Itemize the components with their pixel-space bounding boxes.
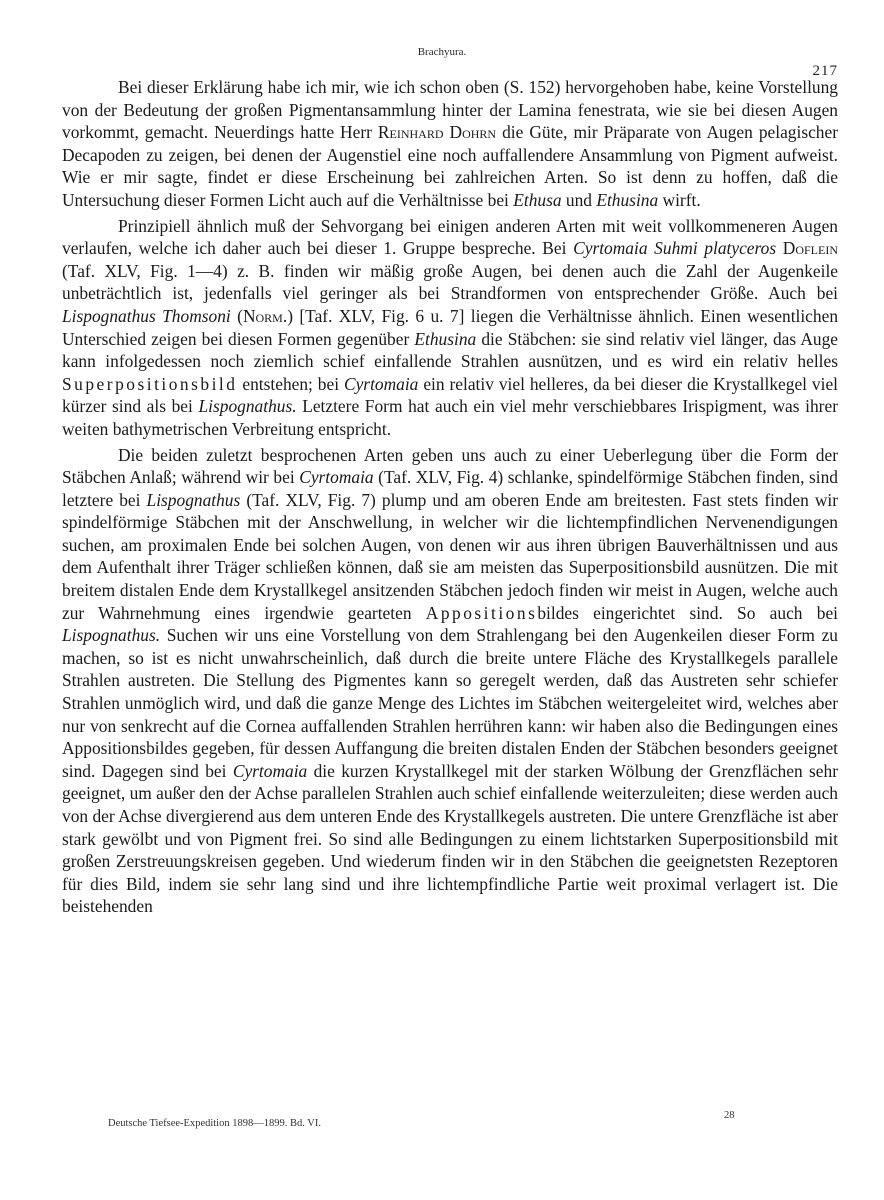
italic-term: Ethusa	[513, 189, 562, 210]
spaced-term: Appositions	[425, 602, 538, 623]
italic-term: Lispognathus	[146, 489, 241, 510]
small-caps-name: Doflein	[782, 238, 838, 259]
spaced-term: Superpositionsbild	[62, 373, 238, 394]
italic-term: Cyrtomaia	[343, 373, 419, 394]
small-caps-name: Norm.	[242, 305, 288, 326]
italic-term: Ethusina	[596, 189, 659, 210]
footer-publication: Deutsche Tiefsee-Expedition 1898—1899. Bd. VI.	[108, 1118, 321, 1129]
footer-signature: 28	[724, 1110, 735, 1121]
small-caps-name: Reinhard Dohrn	[377, 122, 497, 143]
italic-term: Cyrtomaia	[299, 467, 374, 488]
paragraph-1: Bei dieser Erklärung habe ich mir, wie ich schon oben (S. 152) hervorgehoben habe, keine Vorstellung von der Bedeutung der großen Pigmentansammlung hinter der Lamina fenestrata, wie sie bei diesen Augen vorkommt, gemacht. Neuerdings hatte Herr Reinhard Dohrn die Güte, mir Präparate von Augen pelagischer Decapoden zu zeigen, bei denen der Augenstiel eine noch auffallendere Ansammlung von Pigment aufweist. Wie er mir sagte, findet er diese Erscheinung bei zahlreichen Arten. So ist denn zu hoffen, daß die Untersuchung dieser Formen Licht auch auf die Verhältnisse bei Ethusa und Ethusina wirft.	[62, 77, 839, 210]
italic-term: Lispognathus Thomsoni	[62, 305, 231, 326]
paragraph-2: Prinzipiell ähnlich muß der Sehvorgang bei einigen anderen Arten mit weit vollkommeneren Augen verlaufen, welche ich daher auch bei dieser 1. Gruppe bespreche. Bei Cyrtomaia Suhmi platyceros Doflein (Taf. XLV, Fig. 1—4) z. B. finden wir mäßig große Augen, bei denen auch die Zahl der Augenkeile unbeträchtlich ist, jedenfalls viel geringer als bei Strandformen von entsprechender Größe. Auch bei Lispognathus Thomsoni (Norm.) [Taf. XLV, Fig. 6 u. 7] liegen die Verhältnisse ähnlich. Einen wesentlichen Unterschied zeigen bei diesen Formen gegenüber Ethusina die Stäbchen: sie sind relativ viel länger, das Auge kann infolgedessen noch ziemlich schief einfallende Strahlen ausnützen, und es wird ein relativ helles Superpositionsbild entstehen; bei Cyrtomaia ein relativ viel helleres, da bei dieser die Krystallkegel viel kürzer sind als bei Lispognathus. Letztere Form hat auch ein viel mehr verschiebbares Irispigment, was ihrer weiten bathymetrischen Verbreitung entspricht.	[62, 215, 839, 439]
body-text	[62, 76, 838, 918]
italic-term: Lispognathus.	[198, 396, 297, 417]
running-head: Brachyura.	[417, 46, 467, 58]
italic-term: Cyrtomaia	[232, 760, 308, 781]
italic-term: Cyrtomaia Suhmi platyceros	[573, 238, 777, 259]
paragraph-3: Die beiden zuletzt besprochenen Arten geben uns auch zu einer Ueberlegung über die Form der Stäbchen Anlaß; während wir bei Cyrtomaia (Taf. XLV, Fig. 4) schlanke, spindelförmige Stäbchen finden, sind letztere bei Lispognathus (Taf. XLV, Fig. 7) plump und am oberen Ende am breitesten. Fast stets finden wir spindelförmige Stäbchen mit der Anschwellung, in welcher wir die lichtempfindlichen Nervenendigungen suchen, am proximalen Ende bei solchen Augen, von denen wir aus ihren übrigen Bauverhältnissen und aus dem Aufenthalt ihrer Träger schließen können, daß sie am meisten das Superpositionsbild ausnützen. Die mit breitem distalen Ende dem Krystallkegel ansitzenden Stäbchen jedoch finden wir meist in Augen, welche auch zur Wahrnehmung eines irgendwie gearteten Appositionsbildes eingerichtet sind. So auch bei Lispognathus. Suchen wir uns eine Vorstellung von dem Strahlengang bei den Augenkeilen dieser Form zu machen, so ist es nicht unwahrscheinlich, daß durch die breite untere Fläche des Krystallkegels parallele Strahlen austreten. Die Stellung des Pigmentes kann so geregelt werden, daß das Austreten sehr schiefer Strahlen unmöglich wird, und daß die ganze Menge des Lichtes im Stäbchen weitergeleitet wird, welches aber nur von senkrecht auf die Cornea auffallenden Strahlen herrühren kann: wir haben also die Bedingungen eines Appositionsbildes gegeben, für dessen Auffangung die breiten distalen Enden der Stäbchen besonders geeignet sind. Dagegen sind bei Cyrtomaia die kurzen Krystallkegel mit der starken Wölbung der Grenzflächen sehr geeignet, um außer den der Achse parallelen Strahlen auch schief einfallende weiterzuleiten; diese werden auch von der Achse divergierend aus dem unteren Ende des Krystallkegels austreten. Die untere Grenzfläche ist aber stark gewölbt und von Pigment frei. So sind alle Bedingungen zu einem lichtstarken Superpositionsbild mit großen Zerstreuungskreisen gegeben. Und wiederum finden wir in den Stäbchen die geeignetsten Rezeptoren für dies Bild, indem sie sehr lang sind und ihre lichtempfindliche Partie weit proximal verlagert ist. Die beistehenden	[62, 444, 839, 917]
italic-term: Lispognathus.	[62, 625, 161, 646]
page-number: 217	[812, 63, 838, 79]
italic-term: Ethusina	[414, 328, 477, 349]
